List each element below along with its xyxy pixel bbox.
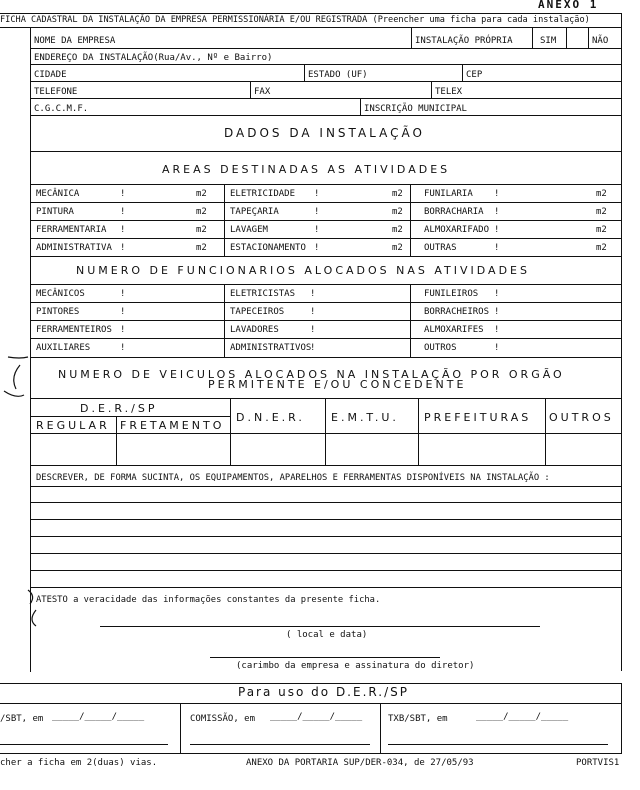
city-label: CIDADE (34, 70, 67, 80)
separator-mark: ! (494, 243, 500, 253)
unit-m2: m2 (392, 189, 403, 199)
employee-label: OUTROS (424, 343, 457, 353)
der-use-title: Para uso do D.E.R./SP (238, 685, 410, 699)
employee-label: PINTORES (36, 307, 80, 317)
attest-statement: ATESTO a veracidade das informações constantes da presente ficha. (36, 595, 381, 605)
separator-mark: ! (120, 189, 126, 199)
employee-label: ELETRICISTAS (230, 289, 296, 299)
unit-m2: m2 (596, 243, 607, 253)
employee-label: ALMOXARIFES (424, 325, 484, 335)
separator-mark: ! (494, 325, 500, 335)
area-label: TAPEÇARIA (230, 207, 279, 217)
separator-mark: ! (120, 225, 126, 235)
row-divider (30, 320, 622, 321)
separator-mark: ! (314, 207, 320, 217)
separator-mark: ! (310, 289, 316, 299)
sbt-label: /SBT, em (0, 714, 44, 724)
areas-section-title: AREAS DESTINADAS AS ATIVIDADES (162, 163, 451, 176)
regular-header: REGULAR (36, 419, 110, 432)
area-label: ESTACIONAMENTO (230, 243, 306, 253)
footer-right: PORTVIS1 (576, 758, 620, 768)
separator-mark: ! (494, 343, 500, 353)
separator-mark: ! (310, 325, 316, 335)
row-divider (30, 338, 622, 339)
separator-mark: ! (120, 307, 126, 317)
unit-m2: m2 (196, 225, 207, 235)
employee-label: FERRAMENTEIROS (36, 325, 112, 335)
comissao-date-blank[interactable]: _____/_____/_____ (270, 712, 363, 722)
company-name-label: NOME DA EMPRESA (34, 36, 116, 46)
scan-bracket-mark (0, 355, 40, 415)
separator-mark: ! (494, 189, 500, 199)
row-divider (30, 202, 622, 203)
column-divider (410, 184, 411, 256)
unit-m2: m2 (596, 207, 607, 217)
yes-label: SIM (540, 36, 557, 46)
area-label: ALMOXARIFADO (424, 225, 490, 235)
row-divider (30, 220, 622, 221)
unit-m2: m2 (196, 207, 207, 217)
separator-mark: ! (310, 343, 316, 353)
separator-mark: ! (120, 289, 126, 299)
municipal-reg-label: INSCRIÇÃO MUNICIPAL (364, 104, 467, 114)
prefeituras-header: PREFEITURAS (424, 411, 532, 424)
unit-m2: m2 (596, 225, 607, 235)
area-label: OUTRAS (424, 243, 457, 253)
employee-label: LAVADORES (230, 325, 279, 335)
row-divider (30, 302, 622, 303)
fax-label: FAX (254, 87, 271, 97)
separator-mark: ! (120, 325, 126, 335)
separator-mark: ! (120, 207, 126, 217)
column-divider (224, 184, 225, 256)
place-date-caption: ( local e data) (286, 630, 368, 640)
der-sp-header: D.E.R./SP (80, 402, 158, 415)
vehicles-title-line1: NUMERO DE VEICULOS ALOCADOS NA INSTALAÇÃO POR ORGÃO (58, 368, 565, 381)
phone-label: TELEFONE (34, 87, 78, 97)
employees-section-title: NUMERO DE FUNCIONARIOS ALOCADOS NAS ATIVIDADES (76, 264, 530, 277)
install-section-title: DADOS DA INSTALAÇÃO (224, 126, 425, 140)
address-label: ENDEREÇO DA INSTALAÇÃO(Rua/Av., Nº e Bairro) (34, 53, 273, 63)
employee-label: MECÂNICOS (36, 289, 85, 299)
form-title: FICHA CADASTRAL DA INSTALAÇÃO DA EMPRESA PERMISSIONÁRIA E/OU REGISTRADA (Preencher uma ficha para cada instalação) (0, 15, 590, 25)
unit-m2: m2 (392, 225, 403, 235)
separator-mark: ! (310, 307, 316, 317)
separator-mark: ! (494, 289, 500, 299)
area-label: LAVAGEM (230, 225, 268, 235)
unit-m2: m2 (392, 243, 403, 253)
column-divider (410, 284, 411, 357)
fretamento-header: FRETAMENTO (120, 419, 225, 432)
unit-m2: m2 (196, 189, 207, 199)
footer-center: ANEXO DA PORTARIA SUP/DER-034, de 27/05/93 (246, 758, 474, 768)
employee-label: AUXILIARES (36, 343, 91, 353)
area-label: FUNILARIA (424, 189, 473, 199)
zip-label: CEP (466, 70, 483, 80)
separator-mark: ! (314, 225, 320, 235)
separator-mark: ! (120, 243, 126, 253)
no-label: NÃO (592, 36, 609, 46)
area-label: BORRACHARIA (424, 207, 484, 217)
column-divider (224, 284, 225, 357)
unit-m2: m2 (196, 243, 207, 253)
separator-mark: ! (494, 307, 500, 317)
employee-label: ADMINISTRATIVOS (230, 343, 312, 353)
unit-m2: m2 (392, 207, 403, 217)
separator-mark: ! (494, 225, 500, 235)
emtu-header: E.M.T.U. (331, 411, 399, 424)
separator-mark: ! (494, 207, 500, 217)
sbt-date-blank[interactable]: _____/_____/_____ (52, 712, 145, 722)
area-label: FERRAMENTARIA (36, 225, 107, 235)
comissao-label: COMISSÃO, em (190, 714, 256, 724)
own-facility-label: INSTALAÇÃO PRÓPRIA (415, 36, 513, 46)
separator-mark: ! (314, 243, 320, 253)
employee-label: FUNILEIROS (424, 289, 479, 299)
employee-label: TAPECEIROS (230, 307, 285, 317)
describe-label: DESCREVER, DE FORMA SUCINTA, OS EQUIPAMENTOS, APARELHOS E FERRAMENTAS DISPONÍVEIS NA INSTALAÇÃO : (36, 473, 550, 483)
area-label: PINTURA (36, 207, 74, 217)
footer-left: cher a ficha em 2(duas) vias. (0, 758, 158, 768)
cgcmf-label: C.G.C.M.F. (34, 104, 89, 114)
outros-header: OUTROS (549, 411, 614, 424)
stamp-sign-caption: (carimbo da empresa e assinatura do diretor) (236, 661, 475, 671)
annex-label: ANEXO 1 (538, 0, 599, 11)
txb-label: TXB/SBT, em (388, 714, 448, 724)
unit-m2: m2 (596, 189, 607, 199)
row-divider (30, 238, 622, 239)
telex-label: TELEX (435, 87, 463, 97)
separator-mark: ! (120, 343, 126, 353)
txb-date-blank[interactable]: _____/_____/_____ (476, 712, 569, 722)
scan-hook-mark (26, 588, 46, 628)
area-label: ADMINISTRATIVA (36, 243, 112, 253)
area-label: MECÂNICA (36, 189, 80, 199)
separator-mark: ! (314, 189, 320, 199)
area-label: ELETRICIDADE (230, 189, 296, 199)
dner-header: D.N.E.R. (236, 411, 305, 424)
vehicles-title-line2: PERMITENTE E/OU CONCEDENTE (208, 378, 467, 391)
state-label: ESTADO (UF) (308, 70, 368, 80)
employee-label: BORRACHEIROS (424, 307, 490, 317)
